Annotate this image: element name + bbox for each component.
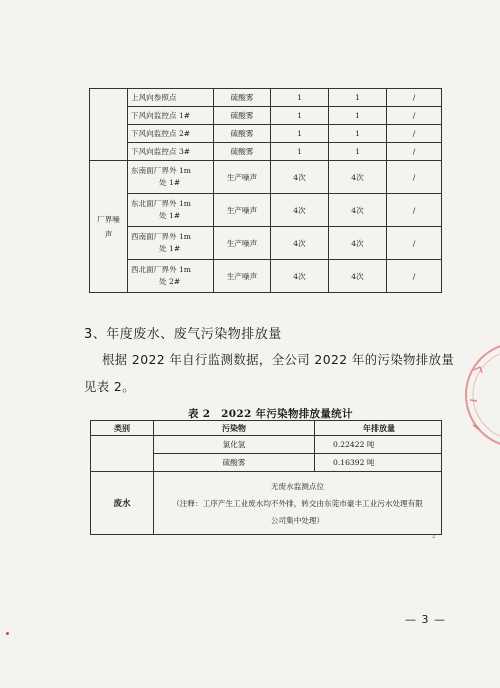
remark: / [387,143,442,161]
pollutant: 硫酸雾 [154,454,315,472]
frequency-a: 4次 [271,161,329,194]
monitoring-item: 生产噪声 [214,260,271,293]
frequency-a: 4次 [271,194,329,227]
table-row [90,194,442,227]
remark: / [387,107,442,125]
remark: / [387,161,442,194]
point-line1: 西南面厂界外 1m [131,232,192,241]
monitoring-point [128,260,214,293]
frequency-a: 4次 [271,260,329,293]
monitoring-item: 硫酸雾 [214,89,271,107]
monitoring-item: 硫酸雾 [214,107,271,125]
small-mark: 2 [432,534,436,540]
section-heading: 3、年度废水、废气污染物排放量 [84,327,282,342]
point-line2: 处 1# [159,178,181,187]
table-row [90,89,442,107]
wastewater-line3: 公司集中处理） [270,515,325,525]
frequency-a: 1 [271,107,329,125]
frequency-b: 4次 [329,260,387,293]
noise-group-label-line1: 厂界噪 [97,214,120,224]
red-mark [6,632,9,635]
annual-amount: 0.16392 吨 [315,454,442,472]
frequency-b: 1 [329,125,387,143]
table-row [90,227,442,260]
monitoring-point [128,161,214,194]
emission-table [90,420,442,535]
header-category: 类别 [91,421,154,436]
wastewater-line2: （注释：工序产生工业废水均不外排，转交由东莞市豪丰工业污水处理有限 [172,498,423,508]
monitoring-item: 生产噪声 [214,194,271,227]
point-line2: 处 2# [159,277,181,286]
frequency-b: 1 [329,143,387,161]
monitoring-point [128,227,214,260]
company-seal-icon [456,340,500,450]
point-line2: 处 1# [159,211,181,220]
remark: / [387,125,442,143]
paragraph-line2: 见表 2。 [84,379,135,394]
noise-group-label [90,161,128,293]
air-group-cell [90,89,128,161]
table-row [90,161,442,194]
monitoring-item: 硫酸雾 [214,125,271,143]
monitoring-point: 下风向监控点 1# [128,107,214,125]
page-number: — 3 — [405,613,446,626]
wastewater-note [154,472,442,535]
table-row [90,260,442,293]
header-pollutant: 污染物 [154,421,315,436]
monitoring-point [128,194,214,227]
frequency-b: 4次 [329,161,387,194]
monitoring-point: 下风向监控点 3# [128,143,214,161]
frequency-b: 1 [329,89,387,107]
remark: / [387,89,442,107]
wastewater-line1: 无废水监测点位 [270,481,325,491]
table-header-row [91,421,442,436]
pollutant: 氯化氢 [154,436,315,454]
frequency-a: 1 [271,89,329,107]
noise-group-label-line2: 声 [104,229,113,239]
monitoring-item: 硫酸雾 [214,143,271,161]
remark: / [387,227,442,260]
table-row [91,472,442,535]
monitoring-item: 生产噪声 [214,227,271,260]
table-row [91,436,442,454]
table-caption: 表 2 2022 年污染物排放量统计 [188,408,353,420]
point-line1: 东北面厂界外 1m [131,199,192,208]
remark: / [387,194,442,227]
frequency-a: 1 [271,143,329,161]
frequency-a: 1 [271,125,329,143]
frequency-b: 1 [329,107,387,125]
table-row [90,125,442,143]
wastewater-label: 废水 [91,472,154,535]
header-amount: 年排放量 [315,421,442,436]
gas-category-cell [91,436,154,472]
table-row [90,107,442,125]
paragraph-line1: 根据 2022 年自行监测数据，全公司 2022 年的污染物排放量 [102,352,455,367]
remark: / [387,260,442,293]
point-line2: 处 1# [159,244,181,253]
point-line1: 东南面厂界外 1m [131,166,192,175]
point-line1: 西北面厂界外 1m [131,265,192,274]
frequency-a: 4次 [271,227,329,260]
monitoring-item: 生产噪声 [214,161,271,194]
frequency-b: 4次 [329,227,387,260]
monitoring-point: 下风向监控点 2# [128,125,214,143]
monitoring-point: 上风向参照点 [128,89,214,107]
annual-amount: 0.22422 吨 [315,436,442,454]
table-row [90,143,442,161]
monitoring-table [89,88,442,293]
frequency-b: 4次 [329,194,387,227]
